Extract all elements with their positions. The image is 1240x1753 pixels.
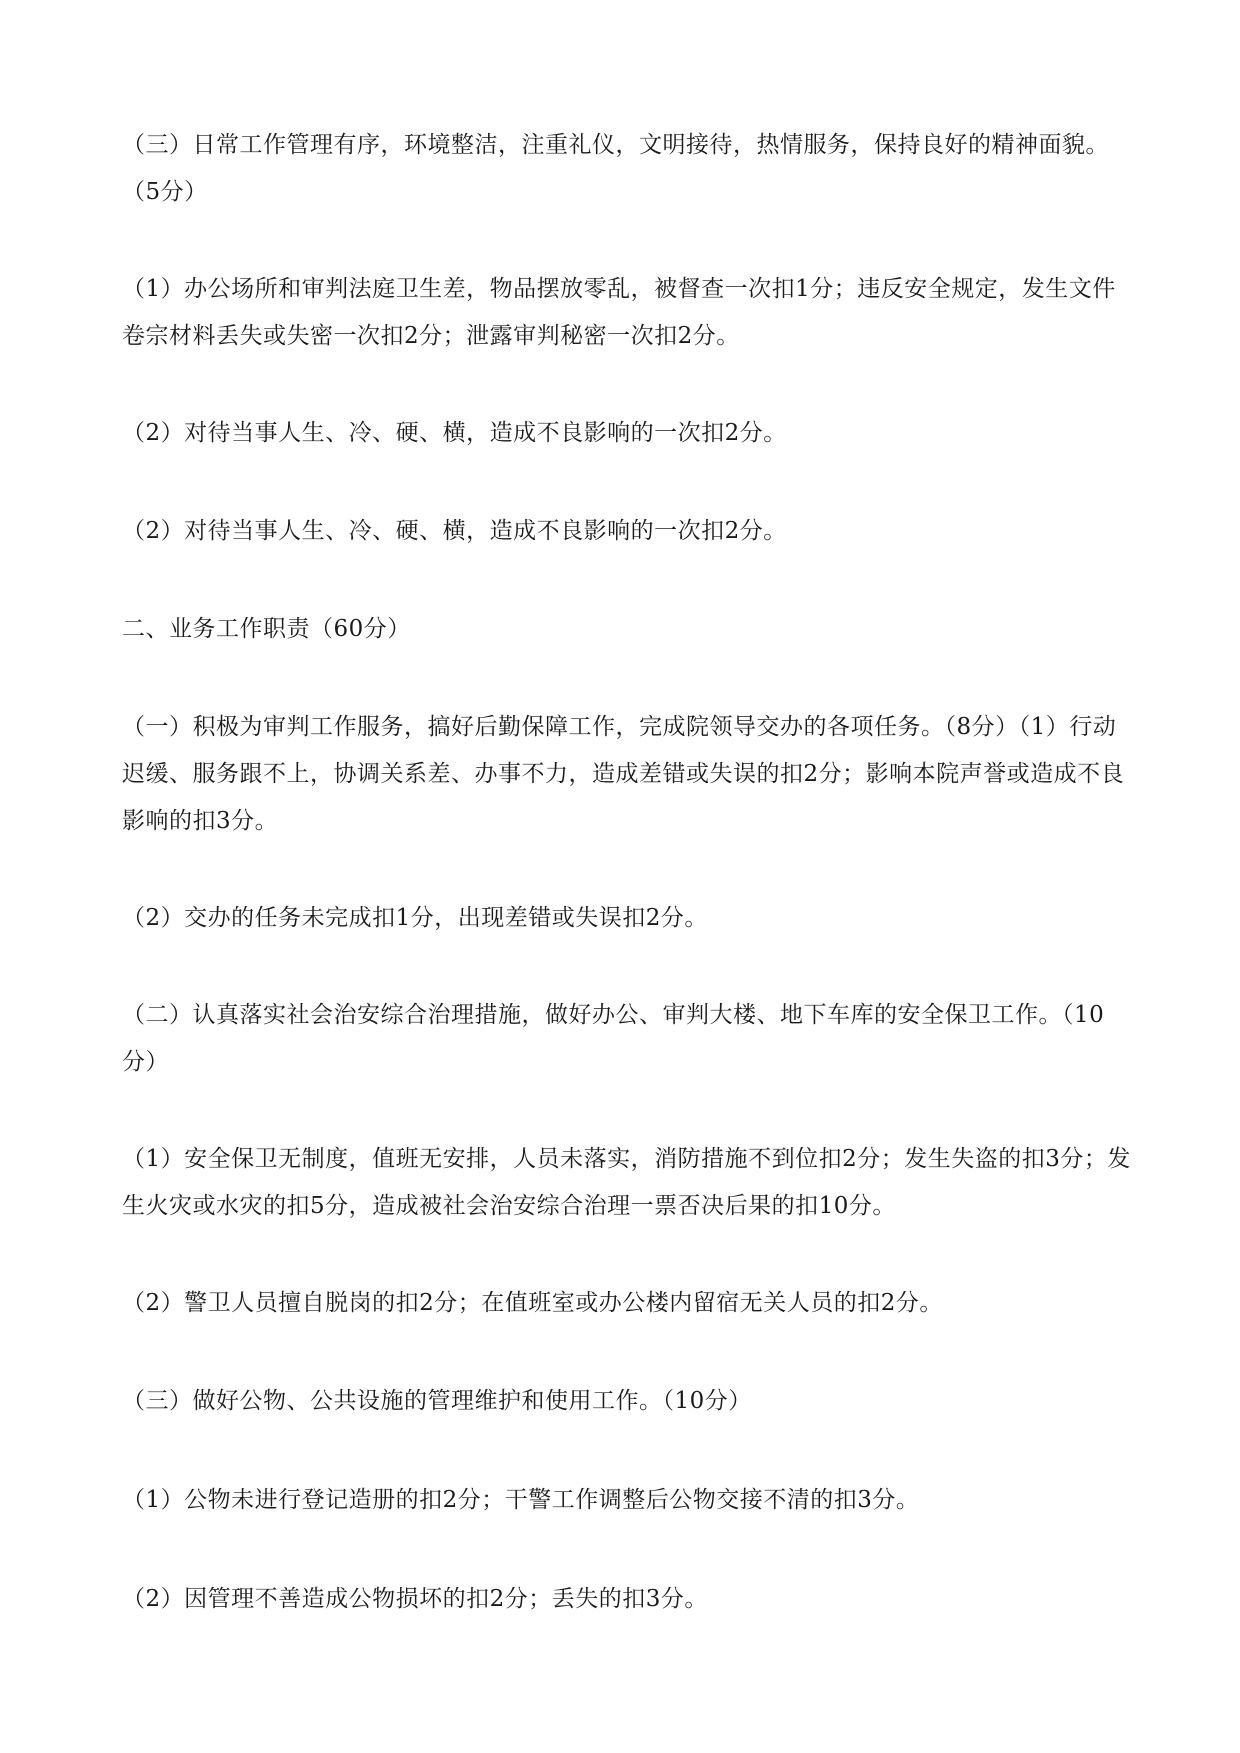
paragraph-security-measures: （二）认真落实社会治安综合治理措施，做好办公、审判大楼、地下车库的安全保卫工作。（10分） [122,1002,1105,1075]
paragraph-security-system: （1）安全保卫无制度，值班无安排，人员未落实，消防措施不到位扣2分；发生失盗的扣3分；发生火灾或水灾的扣5分，造成被社会治安综合治理一票否决后果的扣10分。 [122,1146,1131,1219]
paragraph-assigned-tasks: （2）交办的任务未完成扣1分，出现差错或失误扣2分。 [122,905,708,931]
paragraph-office-hygiene: （1）办公场所和审判法庭卫生差，物品摆放零乱，被督查一次扣1分；违反安全规定，发生文件卷宗材料丢失或失密一次扣2分；泄露审判秘密一次扣2分。 [122,276,1116,349]
paragraph-property-registration: （1）公物未进行登记造册的扣2分；干警工作调整后公物交接不清的扣3分。 [122,1487,920,1513]
paragraph-daily-management: （三）日常工作管理有序，环境整洁，注重礼仪，文明接待，热情服务，保持良好的精神面貌。（5分） [122,132,1109,205]
paragraph-guard-duty: （2）警卫人员擅自脱岗的扣2分；在值班室或办公楼内留宿无关人员的扣2分。 [122,1290,943,1316]
paragraph-treat-parties-duplicate: （2）对待当事人生、冷、硬、横，造成不良影响的一次扣2分。 [122,518,787,544]
paragraph-public-property: （三）做好公物、公共设施的管理维护和使用工作。（10分） [122,1388,752,1414]
paragraph-logistics-support: （一）积极为审判工作服务，搞好后勤保障工作，完成院领导交办的各项任务。（8分）（1）行动迟缓、服务跟不上，协调关系差、办事不力，造成差错或失误的扣2分；影响本院声誉或造成不良影响的扣3分。 [122,714,1125,834]
paragraph-property-damage: （2）因管理不善造成公物损坏的扣2分；丢失的扣3分。 [122,1586,708,1612]
paragraph-treat-parties: （2）对待当事人生、冷、硬、横，造成不良影响的一次扣2分。 [122,420,787,446]
section-heading-business-duties: 二、业务工作职责（60分） [122,616,411,642]
